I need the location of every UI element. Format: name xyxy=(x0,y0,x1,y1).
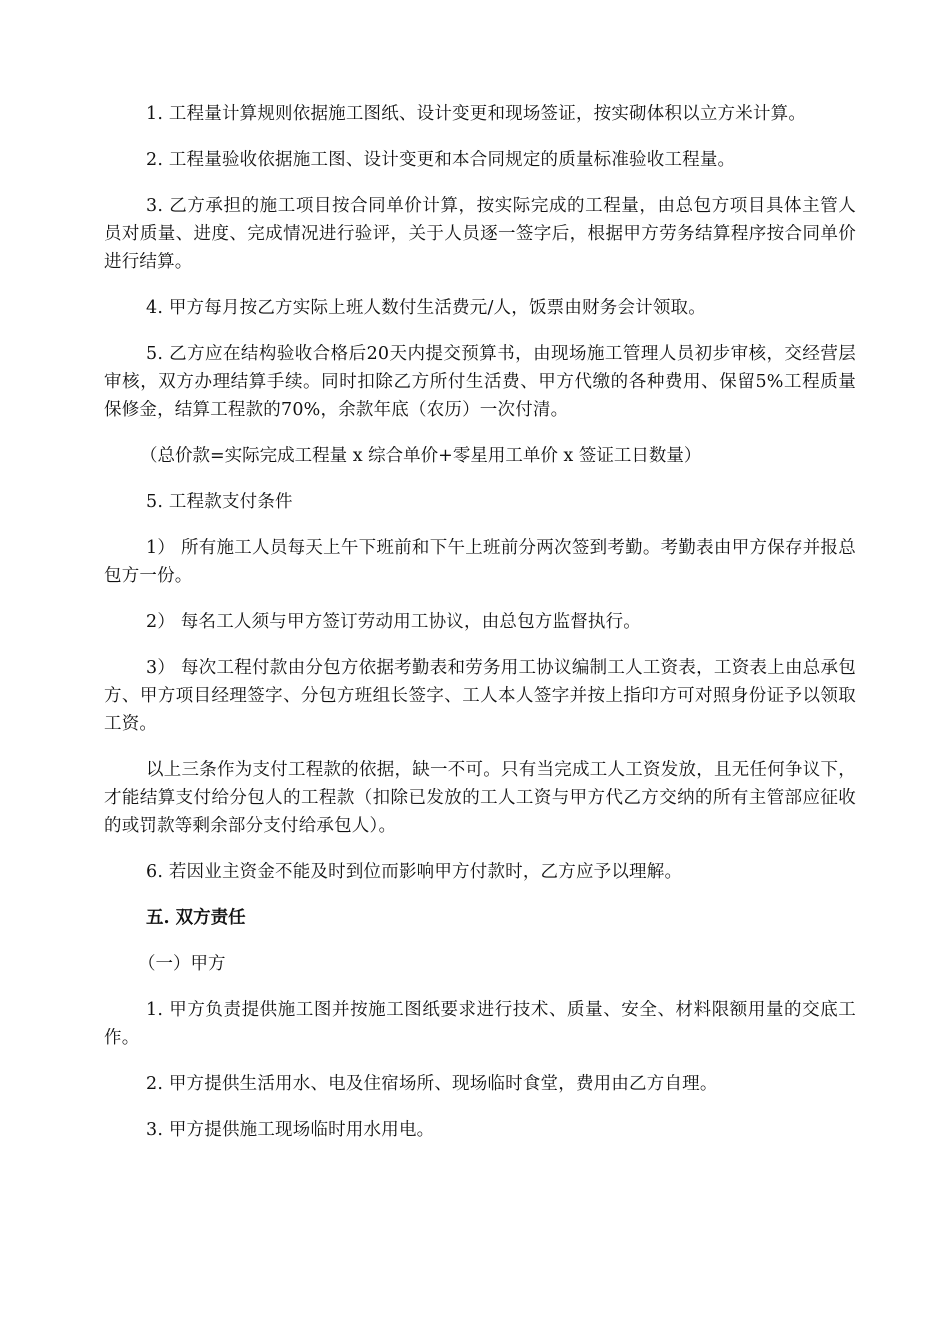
clause-quantity-calculation: 1. 工程量计算规则依据施工图纸、设计变更和现场签证，按实砌体积以立方米计算。 xyxy=(146,104,807,124)
payment-basis-note: 以上三条作为支付工程款的依据，缺一不可。只有当完成工人工资发放，且无任何争议下，才能结算支付给分包人的工程款（扣除已发放的工人工资与甲方代乙方交纳的所有主管部应征收的或罚款等剩余部分支付给承包人）。 xyxy=(104,760,856,836)
document-body xyxy=(104,100,856,1162)
party-a-item-2: 2. 甲方提供生活用水、电及住宿场所、现场临时食堂，费用由乙方自理。 xyxy=(146,1074,718,1094)
total-price-formula: （总价款=实际完成工程量 x 综合单价+零星用工单价 x 签证工日数量） xyxy=(140,446,702,466)
party-a-item-1: 1. 甲方负责提供施工图并按施工图纸要求进行技术、质量、安全、材料限额用量的交底工作。 xyxy=(104,1000,856,1048)
clause-unit-price-settlement: 3. 乙方承担的施工项目按合同单价计算，按实际完成的工程量，由总包方项目具体主管人员对质量、进度、完成情况进行验评，关于人员逐一签字后，根据甲方劳务结算程序按合同单价进行结算。 xyxy=(104,196,856,272)
clause-budget-submission: 5. 乙方应在结构验收合格后20天内提交预算书，由现场施工管理人员初步审核，交经营层审核，双方办理结算手续。同时扣除乙方所付生活费、甲方代缴的各种费用、保留5%工程质量保修金，结算工程款的70%，余款年底（农历）一次付清。 xyxy=(104,344,856,420)
payment-condition-2: 2） 每名工人须与甲方签订劳动用工协议，由总包方监督执行。 xyxy=(146,612,641,632)
subsection-party-a: （一）甲方 xyxy=(138,954,226,974)
clause-living-allowance: 4. 甲方每月按乙方实际上班人数付生活费元/人，饭票由财务会计领取。 xyxy=(146,298,706,318)
payment-condition-3: 3） 每次工程付款由分包方依据考勤表和劳务用工协议编制工人工资表，工资表上由总承包方、甲方项目经理签字、分包方班组长签字、工人本人签字并按上指印方可对照身份证予以领取工资。 xyxy=(104,658,856,734)
payment-conditions-title: 5. 工程款支付条件 xyxy=(146,492,293,512)
party-a-item-3: 3. 甲方提供施工现场临时用水用电。 xyxy=(146,1120,435,1140)
clause-quantity-acceptance: 2. 工程量验收依据施工图、设计变更和本合同规定的质量标准验收工程量。 xyxy=(146,150,736,170)
payment-condition-1: 1） 所有施工人员每天上午下班前和下午上班前分两次签到考勤。考勤表由甲方保存并报总包方一份。 xyxy=(104,538,856,586)
section-heading: 五. 双方责任 xyxy=(146,908,246,928)
clause-owner-funding: 6. 若因业主资金不能及时到位而影响甲方付款时，乙方应予以理解。 xyxy=(146,862,683,882)
